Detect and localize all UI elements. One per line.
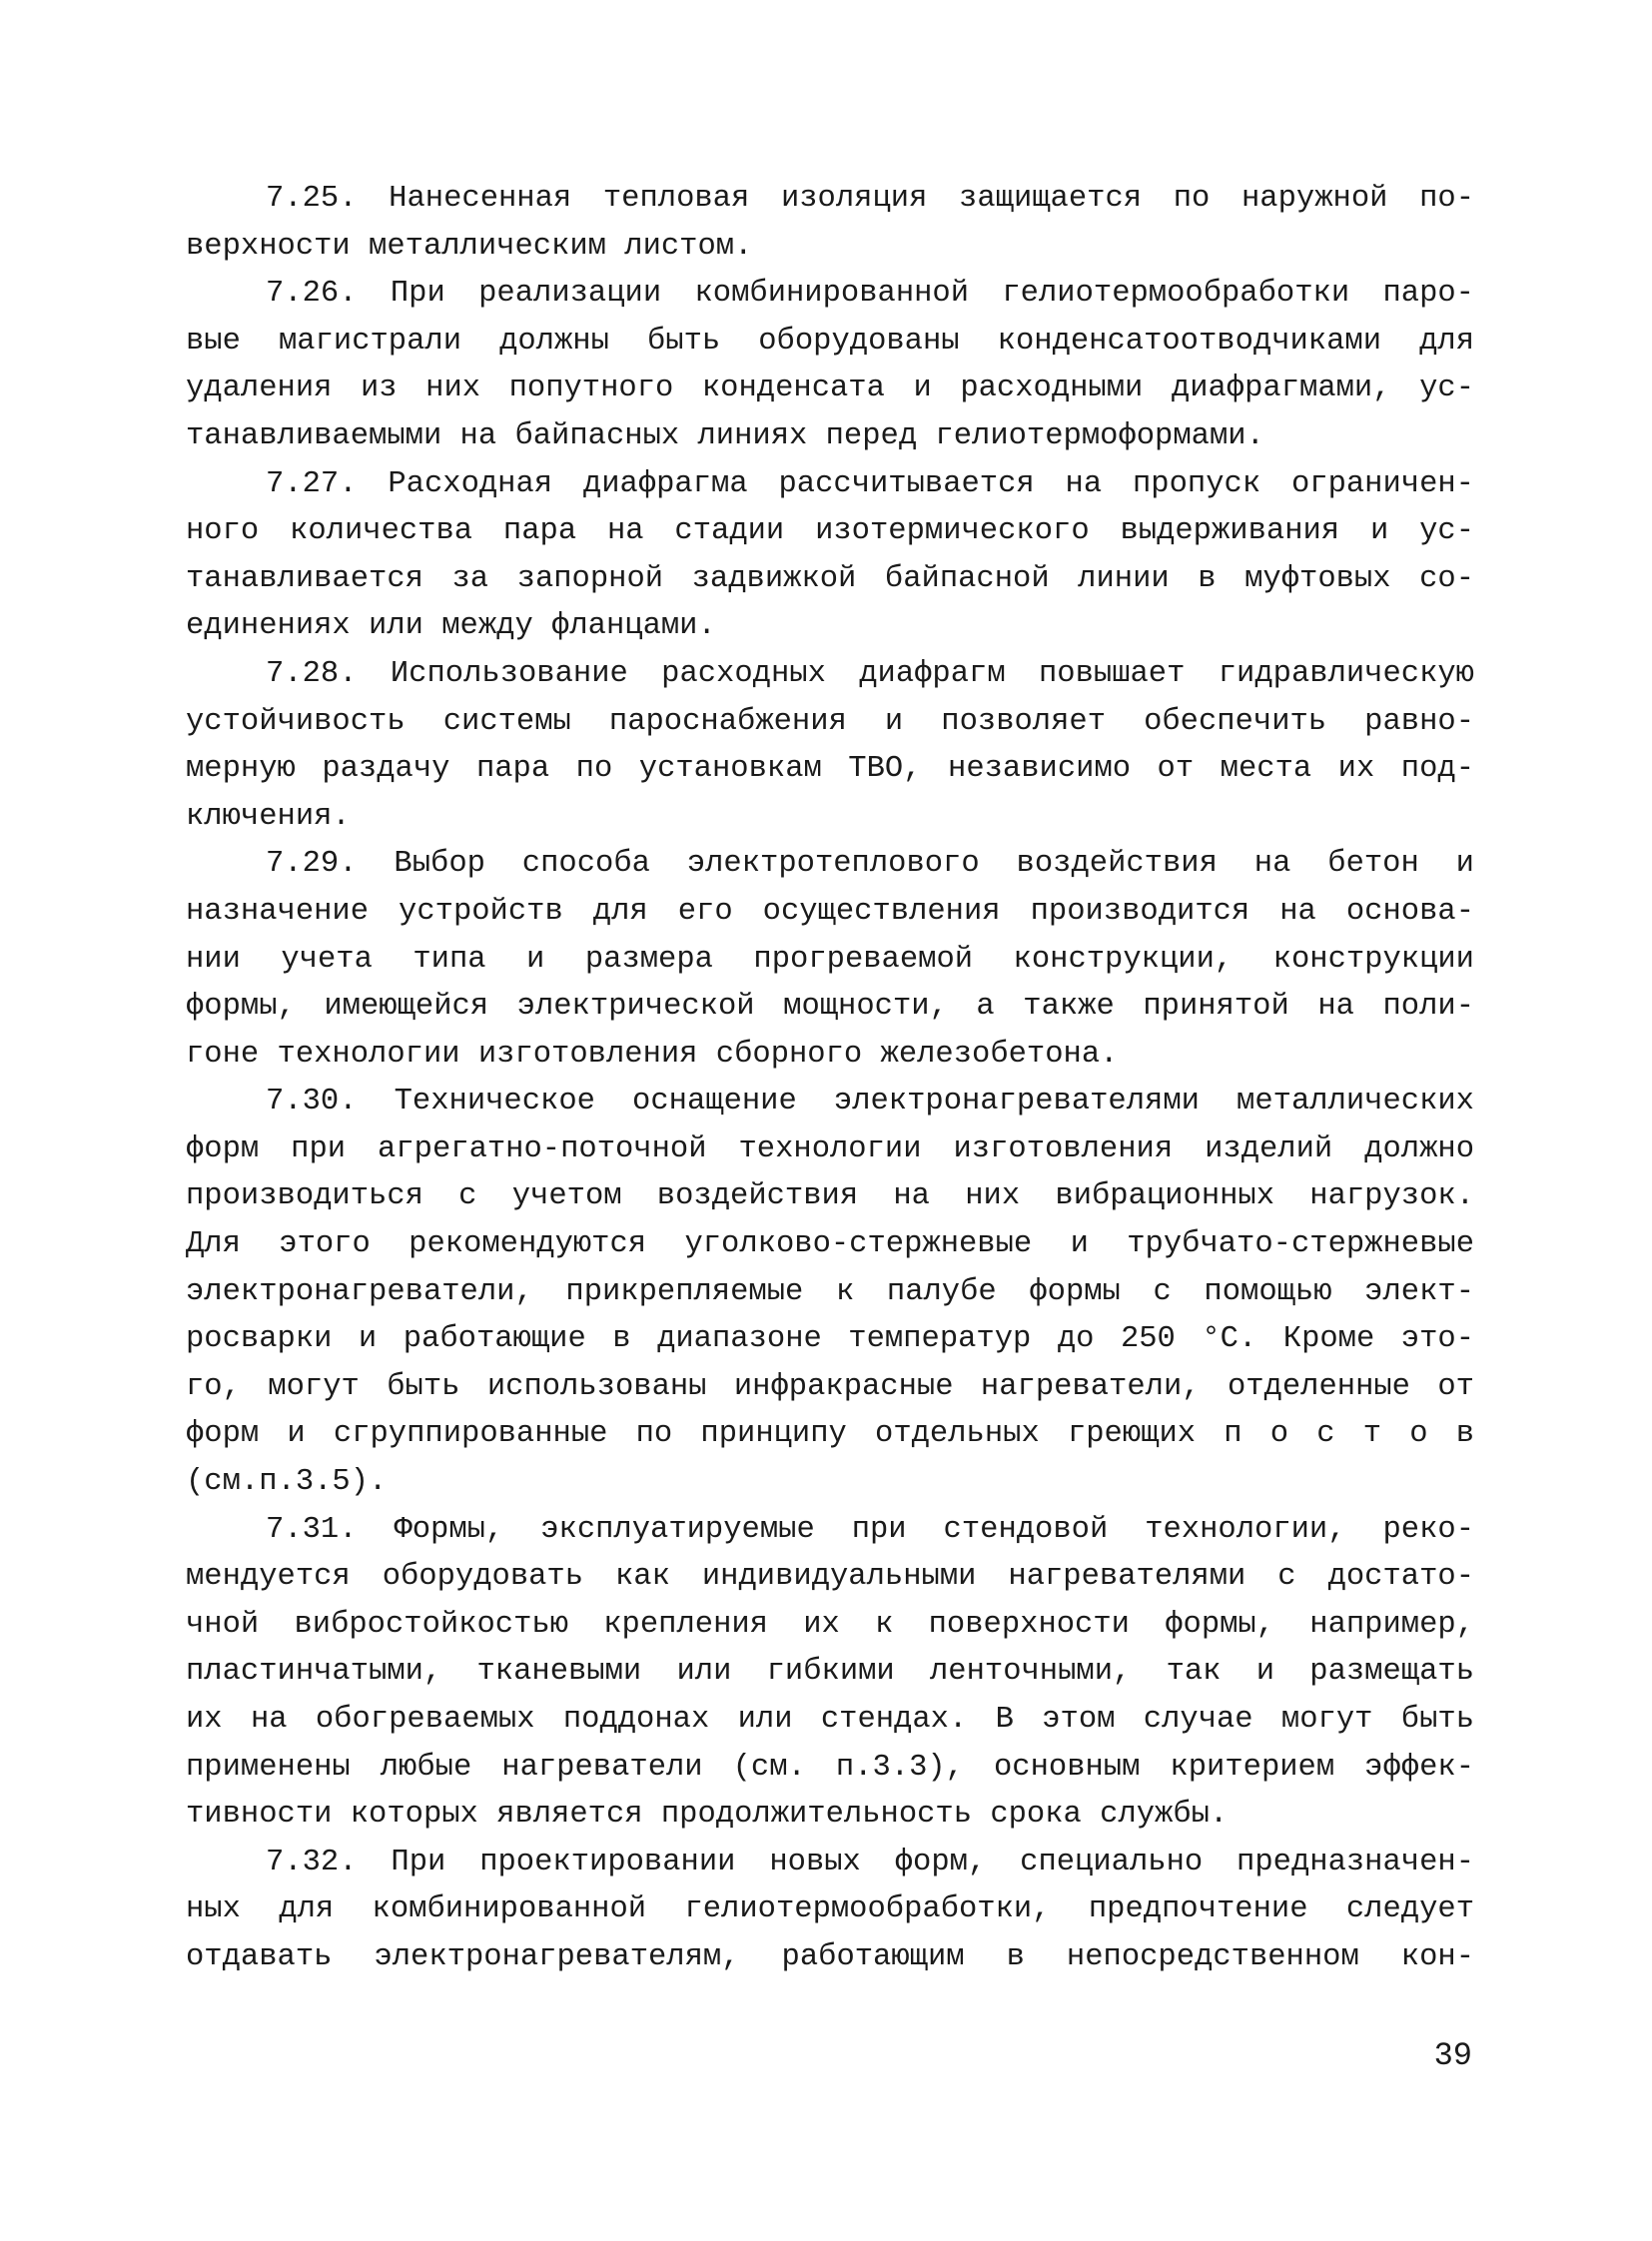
- text-line: электронагреватели, прикрепляемые к палубе формы с помощью элект-: [186, 1274, 1474, 1309]
- text-line: 7.31. Формы, эксплуатируемые при стендовой технологии, реко-: [266, 1512, 1474, 1547]
- text-line: устойчивость системы пароснабжения и позволяет обеспечить равно-: [186, 704, 1474, 739]
- text-line: назначение устройств для его осуществления производится на основа-: [186, 894, 1474, 929]
- text-line: нии учета типа и размера прогреваемой конструкции, конструкции: [186, 942, 1474, 977]
- text-line: ключения.: [186, 799, 351, 834]
- text-line: их на обогреваемых поддонах или стендах. В этом случае могут быть: [186, 1703, 1474, 1737]
- text-line: мерную раздачу пара по установкам ТВО, независимо от места их под-: [186, 752, 1474, 787]
- paragraph-7-26: [186, 271, 1474, 460]
- paragraph-7-28: [186, 651, 1474, 841]
- text-line: Для этого рекомендуются уголково-стержневые и трубчато-стержневые: [186, 1227, 1474, 1262]
- text-line: применены любые нагреватели (см. п.3.3), основным критерием эффек-: [186, 1750, 1474, 1785]
- text-line: ных для комбинированной гелиотермообработки, предпочтение следует: [186, 1892, 1474, 1927]
- paragraph-7-30: [186, 1079, 1474, 1506]
- paragraph-7-25: [186, 176, 1474, 271]
- text-line: 7.29. Выбор способа электротеплового воздействия на бетон и: [266, 847, 1474, 882]
- text-line: танавливаемыми на байпасных линиях перед гелиотермоформами.: [186, 418, 1264, 453]
- text-line: (см.п.3.5).: [186, 1465, 388, 1500]
- text-line: 7.26. При реализации комбинированной гелиотермообработки паро-: [266, 277, 1474, 312]
- text-line: 7.30. Техническое оснащение электронагревателями металлических: [266, 1085, 1474, 1120]
- text-line: мендуется оборудовать как индивидуальными нагревателями с достато-: [186, 1560, 1474, 1595]
- text-line: производиться с учетом воздействия на них вибрационных нагрузок.: [186, 1179, 1474, 1214]
- text-line: форм и сгруппированные по принципу отдельных греющих п о с т о в: [186, 1417, 1474, 1452]
- text-line: 7.32. При проектировании новых форм, специально предназначен-: [266, 1845, 1474, 1879]
- text-line: го, могут быть использованы инфракрасные нагреватели, отделенные от: [186, 1369, 1474, 1404]
- text-line: пластинчатыми, тканевыми или гибкими ленточными, так и размещать: [186, 1655, 1474, 1690]
- text-line: танавливается за запорной задвижкой байпасной линии в муфтовых со-: [186, 561, 1474, 596]
- text-line: форм при агрегатно-поточной технологии изготовления изделий должно: [186, 1131, 1474, 1166]
- text-line: формы, имеющейся электрической мощности, а также принятой на поли-: [186, 990, 1474, 1025]
- text-line: отдавать электронагревателям, работающим в непосредственном кон-: [186, 1939, 1474, 1974]
- text-line: 7.25. Нанесенная тепловая изоляция защищается по наружной по-: [266, 182, 1474, 216]
- text-line: вые магистрали должны быть оборудованы конденсатоотводчиками для: [186, 324, 1474, 359]
- text-line: удаления из них попутного конденсата и расходными диафрагмами, ус-: [186, 372, 1474, 406]
- paragraph-7-31: [186, 1507, 1474, 1840]
- paragraph-7-29: [186, 841, 1474, 1079]
- text-line: тивности которых является продолжительность срока службы.: [186, 1798, 1229, 1833]
- text-line: единениях или между фланцами.: [186, 609, 716, 644]
- text-line: чной вибростойкостью крепления их к поверхности формы, например,: [186, 1607, 1474, 1642]
- text-line: 7.28. Использование расходных диафрагм повышает гидравлическую: [266, 656, 1474, 691]
- page-number: 39: [1433, 2037, 1472, 2074]
- paragraph-7-32: [186, 1840, 1474, 1982]
- paragraph-7-27: [186, 461, 1474, 651]
- text-line: росварки и работающие в диапазоне температур до 250 °С. Кроме это-: [186, 1322, 1474, 1357]
- text-line: 7.27. Расходная диафрагма рассчитывается на пропуск ограничен-: [266, 466, 1474, 501]
- text-line: гоне технологии изготовления сборного железобетона.: [186, 1037, 1119, 1072]
- text-line: верхности металлическим листом.: [186, 229, 753, 264]
- document-page: [186, 176, 1474, 1982]
- text-line: ного количества пара на стадии изотермического выдерживания и ус-: [186, 514, 1474, 549]
